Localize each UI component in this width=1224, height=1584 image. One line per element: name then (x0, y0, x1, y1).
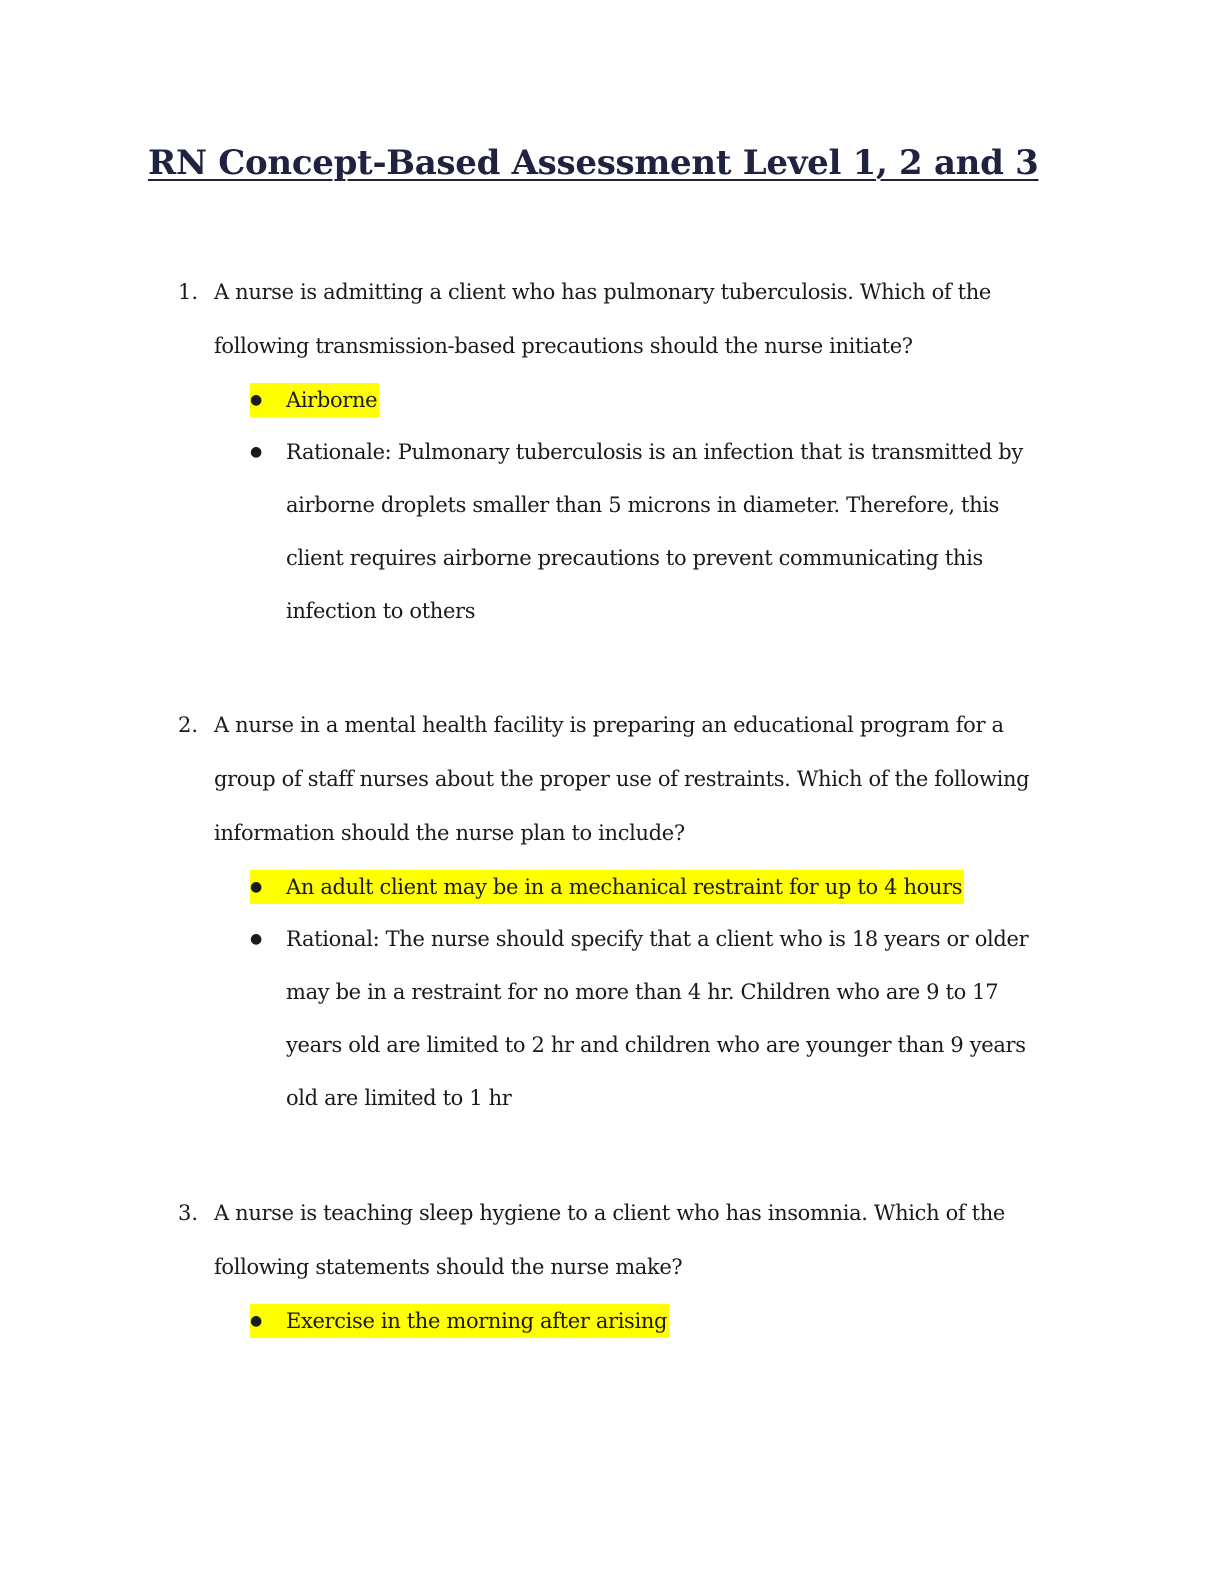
question-text: A nurse in a mental health facility is preparing an educational program for a group of staff nurses about the proper use of restraints. Which of the following information should the nurse plan to include? (214, 713, 1030, 845)
rationale-bullet (250, 426, 1025, 638)
question-text: A nurse is admitting a client who has pulmonary tuberculosis. Which of the following transmission-based precautions should the nurse initiate? (214, 280, 991, 358)
answer-text: Exercise in the morning after arising (286, 1309, 668, 1333)
bullet-dot-icon: ● (250, 931, 262, 947)
answer-text: Airborne (286, 388, 378, 412)
bullet-dot-icon: ● (250, 444, 262, 460)
question-3 (178, 1186, 1058, 1347)
question-number: 2. (178, 713, 199, 737)
rationale-bullet (250, 913, 1050, 1125)
bullet-dot-icon: ● (250, 879, 262, 895)
bullet-dot-icon: ● (250, 392, 262, 408)
answer-bullet (250, 383, 379, 417)
question-number: 3. (178, 1201, 199, 1225)
rationale-text: Rationale: Pulmonary tuberculosis is an infection that is transmitted by airborne droplets smaller than 5 microns in diameter. Therefore, this client requires airborne precautions to prevent communicating this infection to others (286, 440, 1023, 623)
bullet-dot-icon: ● (250, 1313, 262, 1329)
page-title: RN Concept-Based Assessment Level 1, 2 and 3 (148, 143, 1039, 183)
answer-bullet (250, 870, 964, 904)
rationale-text: Rational: The nurse should specify that a client who is 18 years or older may be in a restraint for no more than 4 hr. Children who are 9 to 17 years old are limited to 2 hr and children who are younger than 9 years old are limited to 1 hr (286, 927, 1029, 1110)
answer-text: An adult client may be in a mechanical restraint for up to 4 hours (286, 875, 963, 899)
question-number: 1. (178, 280, 199, 304)
question-1 (178, 265, 1058, 638)
answer-bullet (250, 1304, 669, 1338)
question-2 (178, 698, 1058, 1125)
question-text: A nurse is teaching sleep hygiene to a client who has insomnia. Which of the following statements should the nurse make? (214, 1201, 1005, 1279)
